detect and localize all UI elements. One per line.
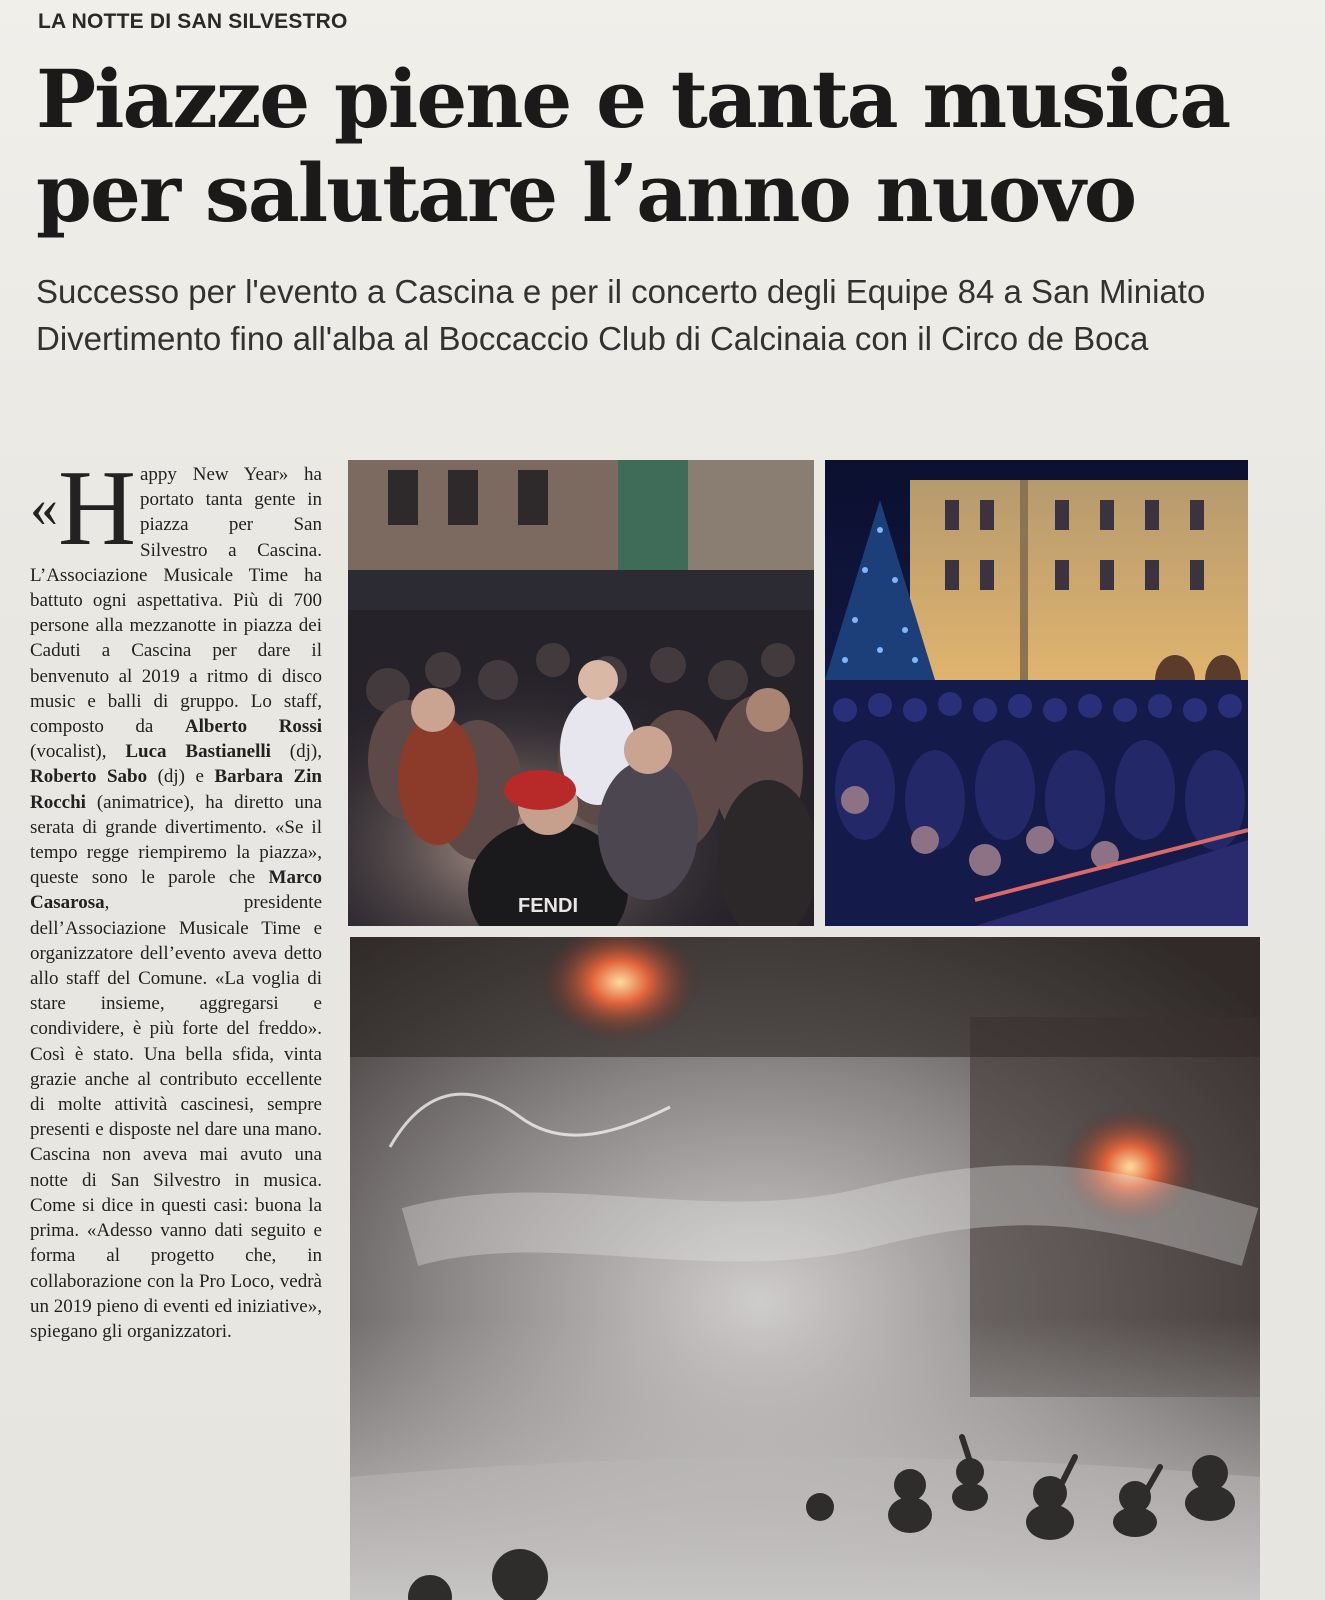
person-name: Marco Casarosa (30, 867, 322, 914)
photo-crowd-dancing-image (348, 460, 814, 926)
person-name: Luca Bastianelli (125, 741, 271, 763)
body-text: , presidente dell’Associazione Musicale Time e organizzatore dell’evento aveva detto allo staff del Comune. «La voglia di stare insieme, aggregarsi e condividere, è più forte del freddo». Così è stato. Una bella sfida, vinta grazie anche al contributo eccellente di molte attività cascinesi, sempre presenti e disposte nel dare una mano. Cascina non aveva mai avuto una notte di San Silvestro in musica. Come si dice in questi casi: buona la prima. «Adesso vanno dati seguito e forma al progetto che, in collaborazione con la Pro Loco, vedrà un 2019 pieno di eventi ed iniziative», spiegano gli organizzatori. (30, 892, 322, 1342)
photo-steam-pool (350, 937, 1260, 1600)
drop-cap-letter: H (58, 449, 136, 568)
photo-tree-square (825, 460, 1248, 926)
headline-line-2: per salutare l’anno nuovo (36, 146, 1136, 240)
drop-cap (30, 449, 136, 568)
shirt-print-text: FENDI (518, 895, 578, 917)
person-name: Roberto Sabo (30, 766, 148, 788)
photo-crowd-dancing (348, 460, 814, 926)
subheadline (36, 268, 1296, 362)
headline (36, 52, 1286, 240)
section-kicker: LA NOTTE DI SAN SILVESTRO (38, 10, 348, 33)
person-name: Barbara Zin Rocchi (30, 766, 322, 813)
headline-line-1: Piazze piene e tanta musica (36, 52, 1230, 146)
drop-cap-quote: « (30, 477, 58, 539)
body-text: (vocalist), (30, 741, 126, 763)
photo-tree-square-image (825, 460, 1248, 926)
article-body (30, 449, 322, 1344)
body-text: appy New Year» ha portato tanta gente in piazza per San Silvestro a Cascina. L’Associazione Musicale Time ha battuto ogni aspettativa. Più di 700 persone alla mezzanotte in piazza dei Caduti a Cascina per dare il benvenuto al 2019 a ritmo di disco music e balli di gruppo. Lo staff, composto da (30, 464, 322, 738)
subheadline-line-2: Divertimento fino all'alba al Boccaccio Club di Calcinaia con il Circo de Boca (36, 320, 1149, 357)
subheadline-line-1: Successo per l'evento a Cascina e per il concerto degli Equipe 84 a San Miniato (36, 273, 1206, 310)
photo-steam-pool-image (350, 937, 1260, 1600)
body-text: (animatrice), ha diretto una serata di grande divertimento. «Se il tempo regge riempiremo la piazza», queste sono le parole che (30, 791, 322, 889)
body-text: (dj) e (147, 766, 215, 788)
body-text: (dj), (270, 741, 322, 763)
person-name: Alberto Rossi (184, 716, 322, 738)
